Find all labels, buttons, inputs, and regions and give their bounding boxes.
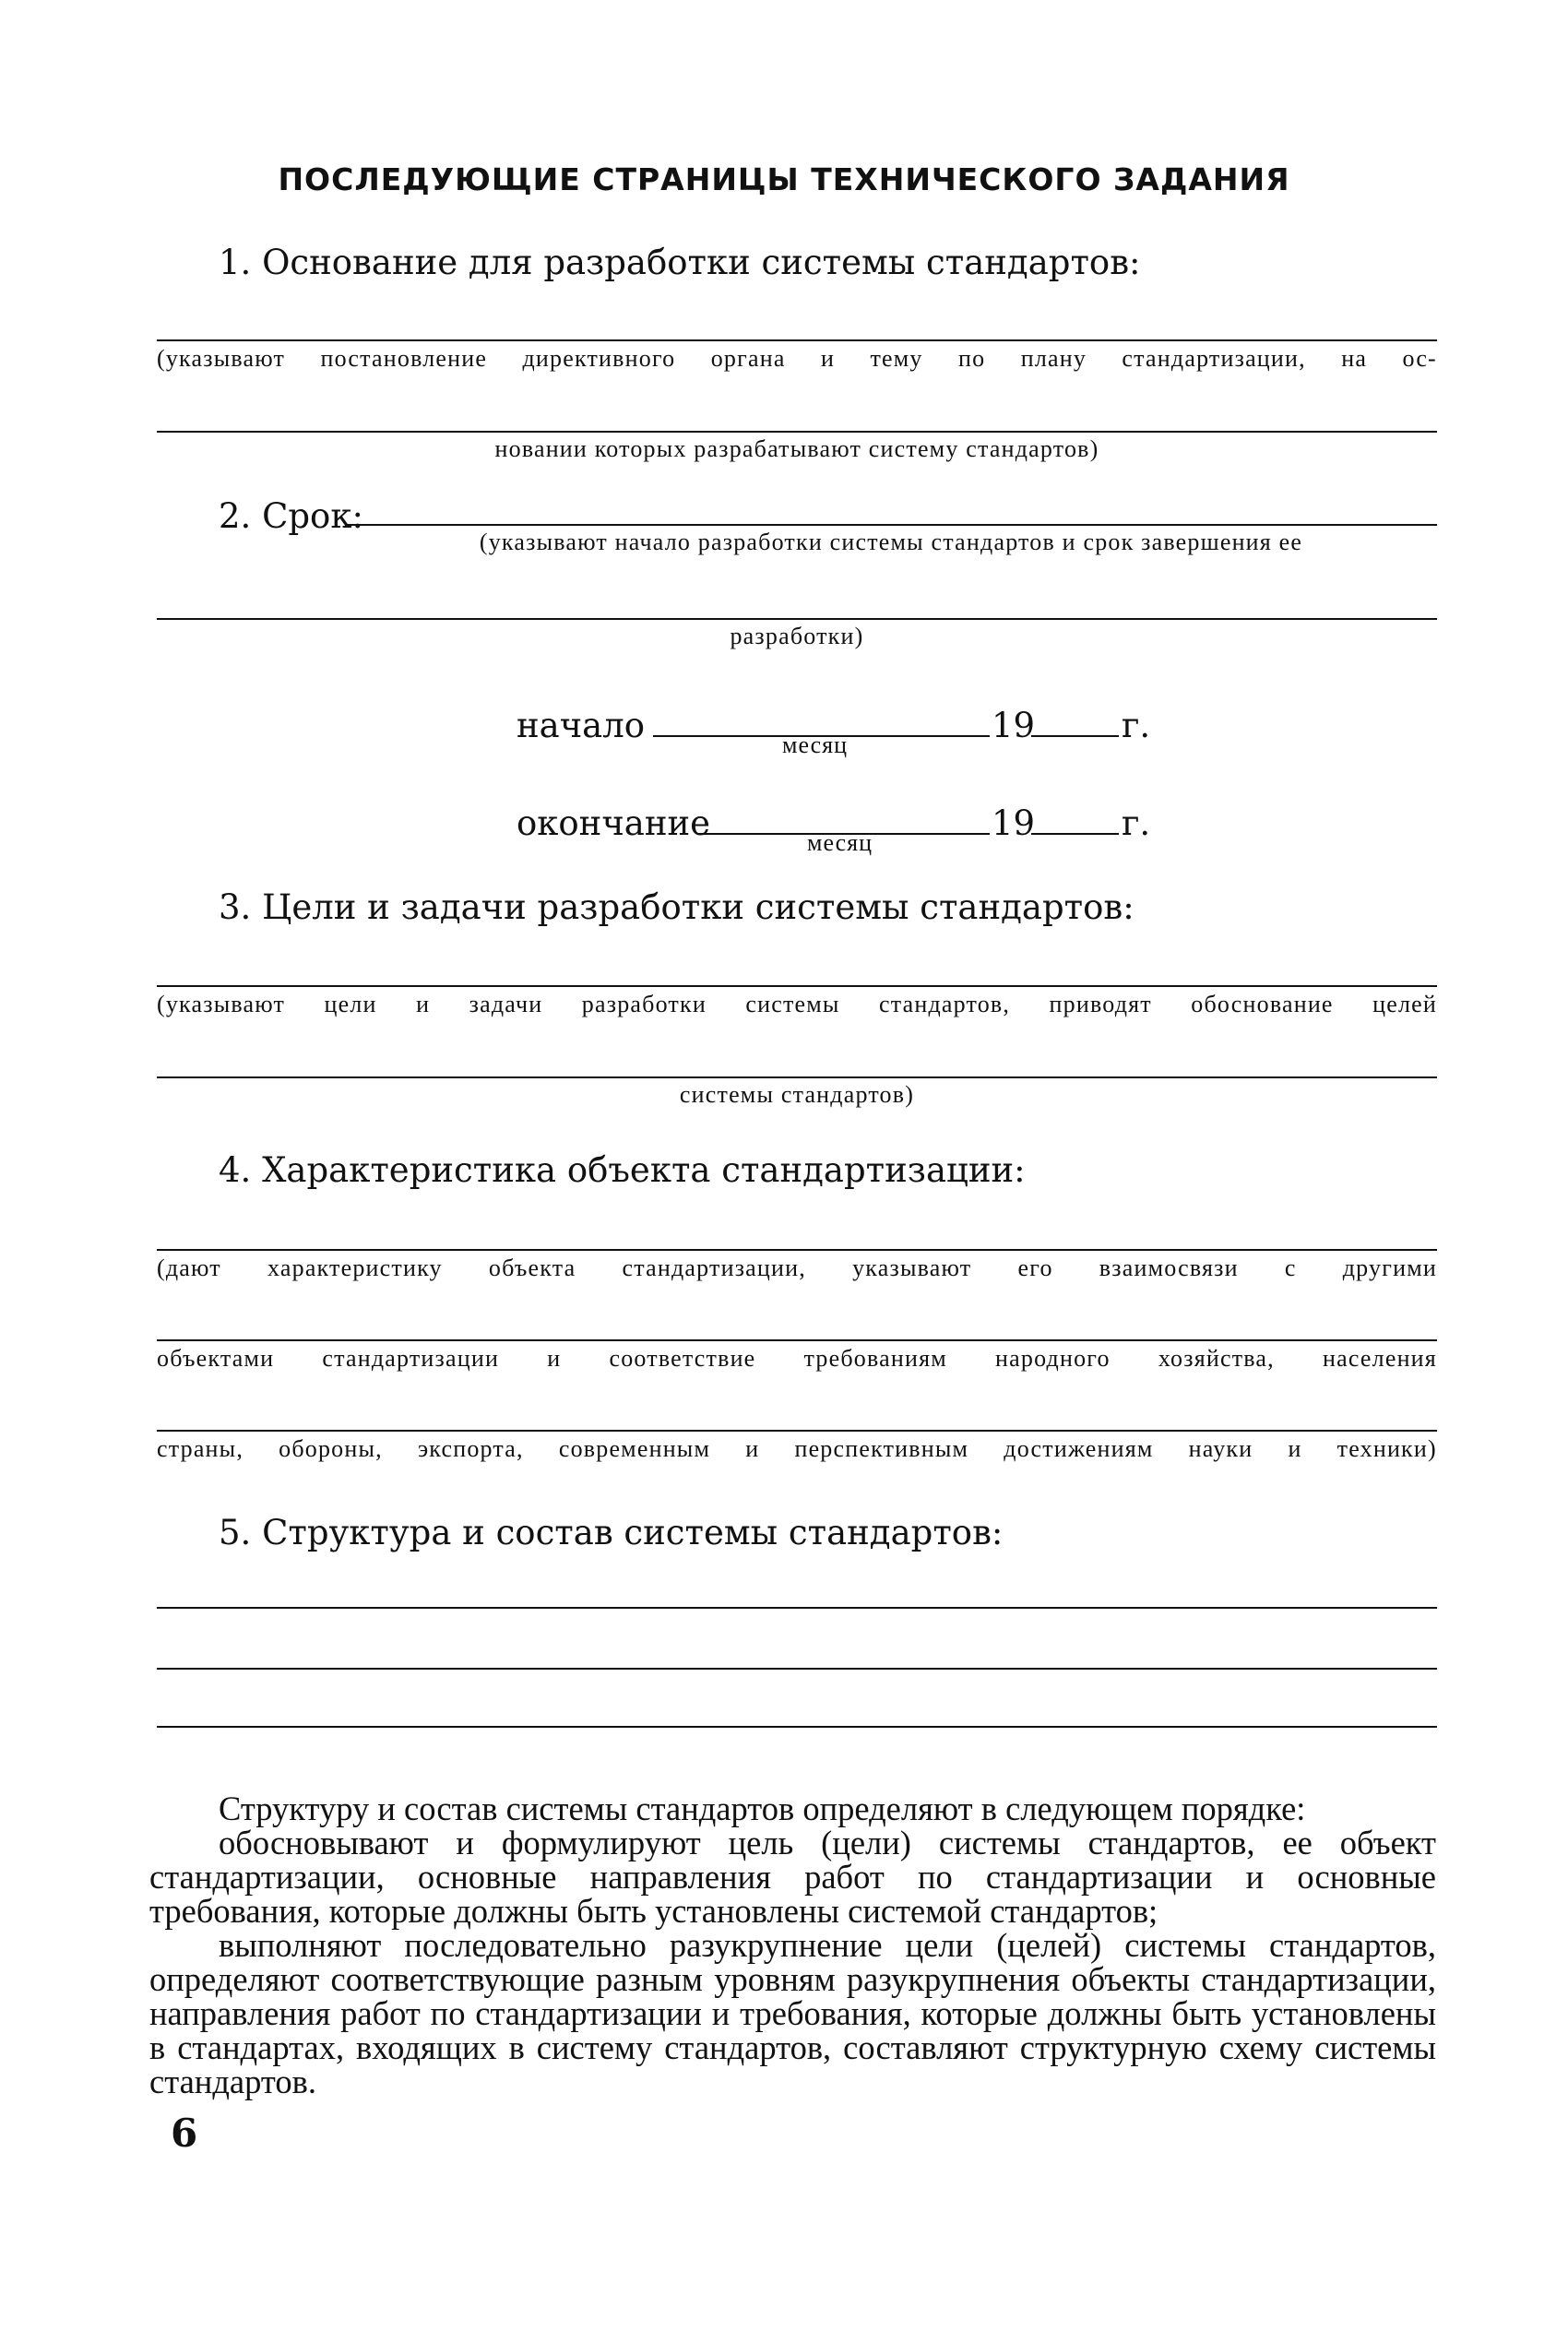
section-1-hint-line-2: новании которых разрабатывают систему стандартов) [494,435,1099,462]
section-2-hint-line-2: разработки) [730,623,864,649]
hint-word: задачи [469,991,543,1017]
hint-word: объектами [157,1345,275,1372]
hint-word: и [416,991,431,1017]
hint-word: объекта [488,1255,576,1281]
hint-word: соответствие [609,1345,756,1372]
hint-word: на [1341,345,1368,372]
month-caption: месяц [807,829,873,856]
hint-word: (указывают [157,345,286,372]
page-number: 6 [171,2111,198,2156]
paragraph: Структуру и состав системы стандартов определяют в следующем порядке: [219,1790,1306,1827]
hint-word: (указывают [157,991,286,1017]
end-year-field[interactable] [1031,833,1119,835]
hint-word: стандартизации, [622,1255,806,1281]
hint-word: обороны, [279,1435,383,1462]
section-1-heading: 1. Основание для разработки системы стандартов: [219,243,1141,282]
section-5-heading: 5. Структура и состав системы стандартов: [219,1513,1004,1552]
hint-word: техники) [1336,1435,1437,1462]
hint-word: его [1017,1255,1053,1281]
page-title: ПОСЛЕДУЮЩИЕ СТРАНИЦЫ ТЕХНИЧЕСКОГО ЗАДАНИЯ [278,161,1290,197]
hint-word: достижениям [1004,1435,1154,1462]
hint-word: приводят [1049,991,1152,1017]
hint-word: целей [1372,991,1437,1017]
hint-word: по [958,345,986,372]
section-2-hint-line-1: (указывают начало разработки системы стандартов и срок завершения ее [479,529,1303,555]
paragraph: обосновывают и формулируют цель (цели) системы стандартов, ее объект стандартизации, основные направления работ по стандартизации и основные требования, которые должны быть установлены системой стандартов; [149,1824,1436,1930]
hint-word: характеристику [267,1255,443,1281]
hint-word: стандартизации [322,1345,500,1372]
hint-word: плану [1020,345,1087,372]
start-year-field[interactable] [1031,735,1119,737]
hint-word: и [745,1435,760,1462]
fill-line[interactable] [157,339,1437,341]
year-suffix: г. [1122,803,1151,843]
hint-word: и [820,345,836,372]
hint-word: цели [324,991,377,1017]
hint-word: хозяйства, [1158,1345,1275,1372]
hint-word: стандартов, [879,991,1011,1017]
fill-line[interactable] [157,1076,1437,1078]
section-3-heading: 3. Цели и задачи разработки системы стандартов: [219,887,1134,927]
section-4-hint-line-2 [157,1345,1437,1373]
body-text [149,1791,1436,2099]
hint-word: с [1284,1255,1297,1281]
hint-word: экспорта, [417,1435,524,1462]
section-3-hint-line-2: системы стандартов) [679,1081,915,1108]
start-label: начало [517,706,646,745]
fill-line[interactable] [157,1668,1437,1670]
hint-word: перспективным [794,1435,969,1462]
year-suffix: г. [1122,706,1151,745]
section-4-hint-line-3 [157,1435,1437,1463]
hint-word: населения [1323,1345,1437,1372]
hint-word: страны, [157,1435,244,1462]
hint-word: разработки [581,991,707,1017]
section-1-hint-line-1 [157,345,1437,373]
fill-line[interactable] [345,524,1437,526]
hint-word: ос- [1402,345,1437,372]
hint-word: обоснование [1191,991,1334,1017]
hint-word: современным [558,1435,711,1462]
year-prefix: 19 [992,803,1036,843]
hint-word: взаимосвязи [1099,1255,1239,1281]
end-label: окончание [517,803,711,843]
hint-word: народного [995,1345,1111,1372]
fill-line[interactable] [157,985,1437,987]
fill-line[interactable] [157,1430,1437,1432]
hint-word: директивного [522,345,676,372]
fill-line[interactable] [157,1607,1437,1609]
fill-line[interactable] [157,618,1437,620]
fill-line[interactable] [157,1726,1437,1728]
hint-word: и [1288,1435,1302,1462]
hint-word: тему [870,345,923,372]
section-2-heading: 2. Срок: [219,496,363,536]
hint-word: другими [1342,1255,1437,1281]
section-4-hint-line-1 [157,1255,1437,1282]
fill-line[interactable] [157,1249,1437,1251]
year-prefix: 19 [992,706,1036,745]
hint-word: (дают [157,1255,221,1281]
section-4-heading: 4. Характеристика объекта стандартизации: [219,1150,1026,1190]
section-3-hint-line-1 [157,991,1437,1018]
month-caption: месяц [782,731,849,758]
hint-word: органа [710,345,786,372]
hint-word: указывают [852,1255,972,1281]
paragraph: выполняют последовательно разукрупнение цели (целей) системы стандартов, определяют соответствующие разным уровням разукрупнения объекты стандартизации, направления работ по стандартизации и требования, которые должны быть установлены в стандартах, входящих в систему стандартов, составляют структурную схему системы стандартов. [149,1926,1436,2100]
fill-line[interactable] [157,431,1437,433]
hint-word: науки [1188,1435,1253,1462]
hint-word: требованиям [803,1345,947,1372]
hint-word: постановление [320,345,488,372]
hint-word: стандартизации, [1122,345,1306,372]
hint-word: и [547,1345,562,1372]
fill-line[interactable] [157,1339,1437,1341]
hint-word: системы [745,991,840,1017]
